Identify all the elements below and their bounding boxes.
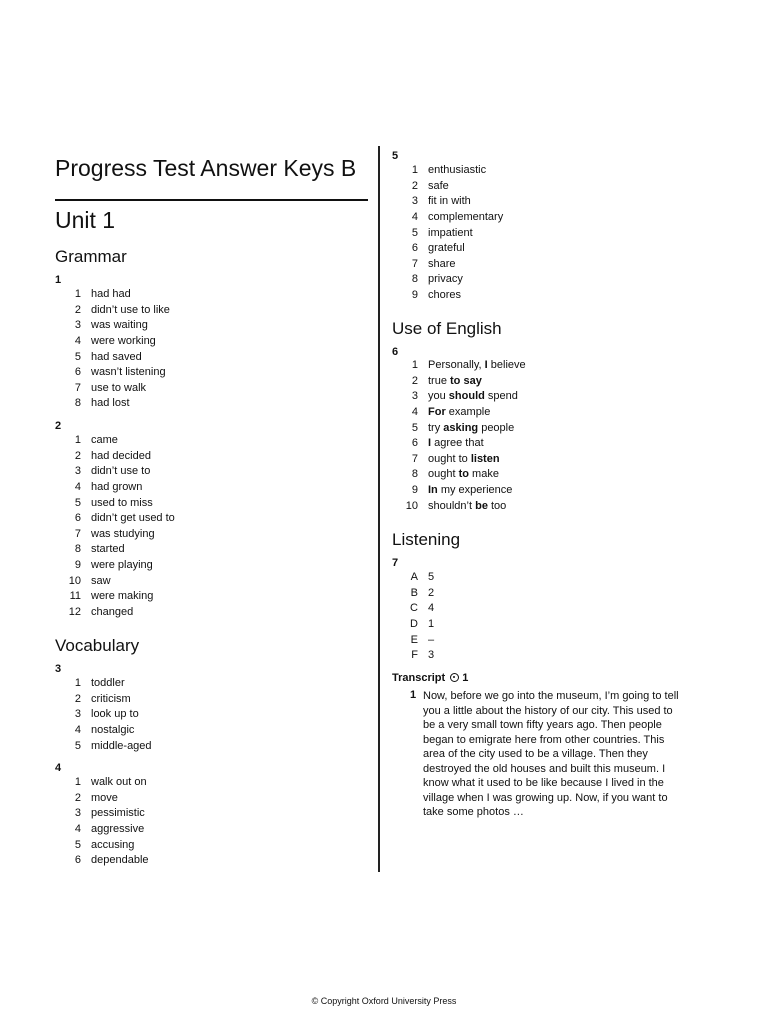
answer-text bbox=[428, 483, 512, 499]
answer-text bbox=[428, 374, 482, 390]
answer-text: dependable bbox=[91, 854, 149, 867]
use-of-english-heading: Use of English bbox=[392, 319, 502, 338]
answer-text: aggressive bbox=[91, 822, 145, 835]
answer-number: 5 bbox=[74, 350, 81, 363]
answer-number: 8 bbox=[411, 273, 418, 286]
transcript-number: 1 bbox=[410, 689, 417, 701]
answer-number: 1 bbox=[74, 434, 81, 446]
answer-number: 4 bbox=[74, 480, 81, 493]
answer-text: didn’t get used to bbox=[91, 512, 175, 525]
answer-text: started bbox=[91, 543, 125, 556]
copyright-footer: © Copyright Oxford University Press bbox=[311, 996, 457, 1006]
answer-number: 6 bbox=[411, 437, 418, 450]
answer-text bbox=[428, 452, 500, 468]
answer-text: 3 bbox=[428, 649, 435, 662]
answer-keyword: to bbox=[458, 468, 469, 481]
answer-number: 5 bbox=[411, 226, 418, 239]
answer-keyword: to say bbox=[450, 374, 482, 387]
answer-text-post: spend bbox=[484, 390, 518, 403]
answer-number: 2 bbox=[411, 374, 418, 387]
answer-number: 4 bbox=[74, 723, 81, 736]
answer-number: 5 bbox=[74, 838, 81, 851]
answer-number: 3 bbox=[74, 708, 81, 721]
answer-text: was waiting bbox=[91, 319, 148, 332]
answer-text-pre: true bbox=[428, 374, 451, 387]
transcript-line: Now, before we go into the museum, I’m going to tell bbox=[423, 690, 679, 702]
answer-number: F bbox=[411, 649, 418, 662]
answer-text: 1 bbox=[428, 617, 435, 630]
answer-number: B bbox=[410, 586, 418, 599]
answer-number: 7 bbox=[411, 452, 418, 465]
answer-text: nostalgic bbox=[91, 723, 135, 736]
answer-number: 6 bbox=[74, 854, 81, 867]
answer-number: 10 bbox=[68, 574, 81, 587]
answer-number: 6 bbox=[411, 242, 418, 255]
answer-text: had lost bbox=[91, 397, 130, 410]
answer-text bbox=[428, 436, 484, 452]
answer-text: look up to bbox=[91, 708, 139, 721]
answer-number: 1 bbox=[74, 288, 81, 300]
answer-keyword: be bbox=[475, 499, 488, 512]
answer-number: 1 bbox=[74, 677, 81, 689]
answer-number: 9 bbox=[411, 484, 418, 497]
answer-text-post: people bbox=[478, 421, 515, 434]
answer-number: 8 bbox=[411, 468, 418, 481]
answer-text: move bbox=[91, 791, 118, 804]
answer-text: impatient bbox=[428, 226, 473, 239]
answer-text: criticism bbox=[91, 692, 131, 705]
question-4-number: 4 bbox=[55, 762, 62, 774]
answer-text: share bbox=[428, 257, 456, 270]
answer-number: C bbox=[410, 602, 418, 615]
answer-number: 1 bbox=[411, 164, 418, 176]
answer-text: middle-aged bbox=[91, 739, 152, 752]
answer-number: E bbox=[410, 633, 418, 646]
answer-number: 3 bbox=[411, 390, 418, 403]
answer-number: 7 bbox=[74, 381, 81, 394]
question-2-number: 2 bbox=[55, 420, 62, 432]
answer-number: 3 bbox=[74, 465, 81, 478]
answer-text: 5 bbox=[428, 571, 435, 583]
answer-number: 2 bbox=[411, 179, 418, 192]
answer-text: were making bbox=[91, 590, 154, 603]
cd-icon bbox=[450, 673, 459, 682]
answer-number: 4 bbox=[74, 334, 81, 347]
answer-text-post: too bbox=[487, 499, 507, 512]
answer-number: 10 bbox=[405, 499, 418, 512]
answer-text-pre: ought to bbox=[428, 452, 471, 465]
question-5-number: 5 bbox=[392, 150, 399, 162]
answer-text: had decided bbox=[91, 449, 151, 462]
answer-text: used to miss bbox=[91, 496, 153, 509]
answer-number: 5 bbox=[74, 496, 81, 509]
answer-text: pessimistic bbox=[91, 807, 145, 820]
answer-number: 5 bbox=[74, 739, 81, 752]
answer-text-pre: try bbox=[428, 421, 444, 434]
answer-text-post: make bbox=[468, 468, 499, 481]
answer-number: 4 bbox=[411, 210, 418, 223]
answer-text: were playing bbox=[91, 559, 153, 572]
answer-keyword: asking bbox=[443, 421, 479, 434]
answer-text: had had bbox=[91, 288, 131, 300]
answer-text-pre: ought bbox=[428, 468, 459, 481]
answer-text: wasn’t listening bbox=[91, 366, 166, 379]
answer-number: 2 bbox=[74, 791, 81, 804]
transcript-heading bbox=[392, 672, 468, 684]
answer-number: 4 bbox=[411, 405, 418, 418]
column-divider bbox=[378, 146, 380, 872]
answer-number: 3 bbox=[74, 319, 81, 332]
answer-number: 3 bbox=[74, 807, 81, 820]
answer-text: – bbox=[428, 633, 435, 646]
answer-text: accusing bbox=[91, 838, 135, 851]
answer-number: 12 bbox=[68, 606, 81, 619]
answer-text: 2 bbox=[428, 586, 435, 599]
title-rule bbox=[55, 199, 368, 201]
answer-keyword: listen bbox=[470, 452, 500, 465]
answer-number: 8 bbox=[74, 397, 81, 410]
vocabulary-heading: Vocabulary bbox=[55, 636, 140, 655]
transcript-line: be a very small town fifty years ago. Then people bbox=[423, 719, 662, 731]
answer-keyword: should bbox=[448, 390, 485, 403]
answer-text: grateful bbox=[428, 242, 465, 255]
answer-number: 6 bbox=[74, 512, 81, 525]
transcript-line: destroyed the old houses and built this museum. I bbox=[423, 762, 666, 775]
answer-text: saw bbox=[91, 574, 111, 587]
answer-text: had saved bbox=[91, 350, 142, 363]
answer-text: were working bbox=[91, 334, 156, 347]
answer-number: 6 bbox=[74, 366, 81, 379]
answer-text bbox=[428, 358, 526, 374]
answer-number: 1 bbox=[74, 776, 81, 788]
question-7-number: 7 bbox=[392, 557, 399, 569]
grammar-heading: Grammar bbox=[55, 247, 127, 266]
answer-keyword: I bbox=[484, 359, 488, 371]
answer-keyword: In bbox=[428, 484, 438, 497]
answer-text: complementary bbox=[428, 210, 504, 223]
answer-number: 2 bbox=[74, 692, 81, 705]
transcript-line: area of the city used to be a village. Then they bbox=[423, 748, 648, 760]
answer-number: 2 bbox=[74, 449, 81, 462]
transcript-text bbox=[423, 689, 733, 820]
answer-text: fit in with bbox=[428, 195, 471, 208]
answer-number: 9 bbox=[74, 559, 81, 572]
question-3-number: 3 bbox=[55, 663, 62, 675]
answer-text bbox=[428, 499, 506, 515]
answer-text bbox=[428, 405, 490, 421]
answer-number: 11 bbox=[69, 590, 81, 603]
transcript-line: you a little about the history of our city. This used to bbox=[423, 704, 673, 717]
question-6-number: 6 bbox=[392, 346, 399, 358]
answer-text-pre: you bbox=[428, 390, 449, 403]
answer-number: 1 bbox=[411, 359, 418, 371]
answer-text: changed bbox=[91, 606, 134, 619]
question-1-number: 1 bbox=[55, 274, 62, 286]
answer-text: 4 bbox=[428, 602, 435, 615]
answer-text: was studying bbox=[91, 527, 155, 540]
answer-text: chores bbox=[428, 289, 462, 302]
answer-text: walk out on bbox=[91, 776, 147, 788]
answer-number: 2 bbox=[74, 303, 81, 316]
answer-text-post: my experience bbox=[437, 484, 513, 497]
answer-text: safe bbox=[428, 179, 449, 192]
transcript-line: know what it used to be like because I lived in the bbox=[423, 777, 664, 789]
answer-text-pre: shouldn’t bbox=[428, 499, 476, 512]
transcript-label: Transcript bbox=[392, 672, 446, 684]
transcript-track: 1 bbox=[462, 672, 469, 684]
answer-text-post: believe bbox=[487, 359, 526, 371]
transcript-line: take some photos … bbox=[423, 806, 524, 818]
answer-text: came bbox=[91, 434, 118, 446]
answer-number: 9 bbox=[411, 289, 418, 302]
page-title: Progress Test Answer Keys B bbox=[55, 155, 357, 181]
answer-text: toddler bbox=[91, 677, 125, 689]
answer-text bbox=[428, 467, 499, 483]
answer-text-post: agree that bbox=[431, 437, 484, 450]
answer-text: privacy bbox=[428, 273, 463, 286]
answer-text: use to walk bbox=[91, 381, 147, 394]
answer-text: didn’t use to like bbox=[91, 303, 170, 316]
answer-number: 7 bbox=[74, 527, 81, 540]
transcript-line: began to emigrate here from other countries. This bbox=[423, 733, 665, 746]
answer-number: 5 bbox=[411, 421, 418, 434]
answer-keyword: I bbox=[428, 437, 432, 450]
answer-number: A bbox=[410, 571, 418, 583]
answer-text-pre: Personally, bbox=[428, 359, 485, 371]
answer-number: 3 bbox=[411, 195, 418, 208]
answer-number: D bbox=[410, 617, 418, 630]
answer-number: 4 bbox=[74, 822, 81, 835]
answer-text bbox=[428, 421, 514, 437]
answer-text bbox=[428, 389, 518, 405]
answer-text-post: example bbox=[445, 405, 491, 418]
listening-heading: Listening bbox=[392, 530, 461, 549]
answer-keyword: For bbox=[428, 405, 446, 418]
answer-number: 7 bbox=[411, 257, 418, 270]
unit-title: Unit 1 bbox=[55, 207, 116, 233]
answer-text: had grown bbox=[91, 480, 143, 493]
answer-number: 8 bbox=[74, 543, 81, 556]
answer-text: enthusiastic bbox=[428, 164, 487, 176]
answer-text: didn’t use to bbox=[91, 465, 151, 478]
transcript-line: village when I was growing up. Now, if you want to bbox=[423, 791, 668, 804]
